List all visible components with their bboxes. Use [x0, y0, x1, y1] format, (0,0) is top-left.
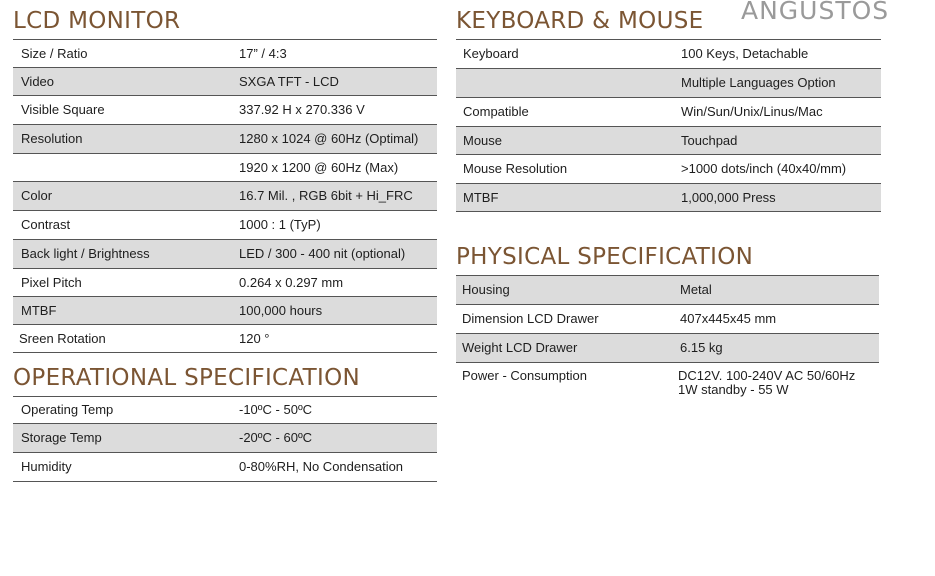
spec-label: Video	[13, 68, 230, 96]
operational-specification-section	[13, 364, 437, 482]
spec-value: 0.264 x 0.297 mm	[230, 269, 437, 297]
lcd-monitor-spec-table	[13, 39, 437, 353]
spec-value: Win/Sun/Unix/Linus/Mac	[672, 98, 881, 127]
section-title-operational-specification: OPERATIONAL SPECIFICATION	[13, 365, 361, 391]
spec-label	[456, 69, 672, 98]
spec-value: 16.7 Mil. , RGB 6bit + Hi_FRC	[230, 182, 437, 211]
spec-label: Keyboard	[456, 40, 672, 69]
spec-value: 0-80%RH, No Condensation	[230, 453, 437, 482]
spec-value: 337.92 H x 270.336 V	[230, 96, 437, 125]
operational-spec-table	[13, 396, 437, 482]
spec-value: SXGA TFT - LCD	[230, 68, 437, 96]
spec-value: DC12V. 100-240V AC 50/60Hz 1W standby - 55 W	[678, 368, 856, 397]
spec-label: Compatible	[456, 98, 672, 127]
spec-label: Visible Square	[13, 96, 230, 125]
spec-value: -10ºC - 50ºC	[230, 397, 437, 424]
spec-value: 407x445x45 mm	[671, 305, 879, 334]
spec-label: Housing	[456, 276, 671, 305]
spec-label: Operating Temp	[13, 397, 230, 424]
spec-value: 1280 x 1024 @ 60Hz (Optimal)	[230, 125, 437, 154]
physical-spec-table	[456, 275, 879, 403]
spec-label: MTBF	[456, 184, 672, 212]
spec-value: 6.15 kg	[671, 334, 879, 363]
spec-label: Humidity	[13, 453, 230, 482]
brand-logo: ANGUSTOS	[741, 0, 890, 22]
keyboard-mouse-section	[456, 7, 881, 212]
spec-value: -20ºC - 60ºC	[230, 424, 437, 453]
spec-label: Color	[13, 182, 230, 211]
spec-label: Mouse Resolution	[456, 155, 672, 184]
section-title-physical-specification: PHYSICAL SPECIFICATION	[456, 244, 754, 270]
lcd-monitor-section	[13, 7, 437, 353]
spec-label: Contrast	[13, 211, 230, 240]
spec-value: 120 °	[230, 325, 437, 353]
spec-label: MTBF	[13, 297, 230, 325]
spec-value: >1000 dots/inch (40x40/mm)	[672, 155, 881, 184]
spec-value: 100,000 hours	[230, 297, 437, 325]
spec-label: Sreen Rotation	[13, 325, 230, 353]
spec-label: Power - Consumption	[462, 368, 587, 383]
spec-label: Dimension LCD Drawer	[456, 305, 671, 334]
spec-label: Storage Temp	[13, 424, 230, 453]
spec-label: Back light / Brightness	[13, 240, 230, 269]
spec-label: Resolution	[13, 125, 230, 154]
spec-value: Touchpad	[672, 127, 881, 155]
section-title-keyboard-mouse: KEYBOARD & MOUSE	[456, 8, 704, 34]
spec-label: Mouse	[456, 127, 672, 155]
spec-value: Metal	[671, 276, 879, 305]
section-title-lcd-monitor: LCD MONITOR	[13, 8, 181, 34]
spec-value: LED / 300 - 400 nit (optional)	[230, 240, 437, 269]
spec-label	[13, 154, 230, 182]
physical-specification-section	[456, 243, 879, 403]
spec-label: Size / Ratio	[13, 40, 230, 68]
spec-value: 100 Keys, Detachable	[672, 40, 881, 69]
spec-label: Weight LCD Drawer	[456, 334, 671, 363]
spec-label: Pixel Pitch	[13, 269, 230, 297]
spec-value: 1920 x 1200 @ 60Hz (Max)	[230, 154, 437, 182]
spec-value: 17” / 4:3	[230, 40, 437, 68]
spec-value: Multiple Languages Option	[672, 69, 881, 98]
spec-value: 1,000,000 Press	[672, 184, 881, 212]
spec-value: 1000 : 1 (TyP)	[230, 211, 437, 240]
keyboard-mouse-spec-table	[456, 39, 881, 212]
